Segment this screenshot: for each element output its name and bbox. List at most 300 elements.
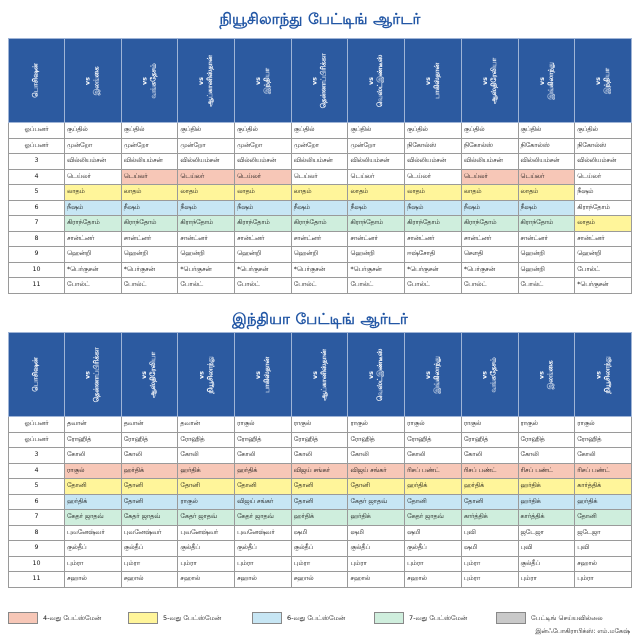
batsman-cell: ஜடேஜா [518, 525, 575, 541]
batsman-cell: சான்ட்னர் [348, 231, 405, 247]
batting-position-cell: 7 [9, 510, 65, 526]
legend-swatch [496, 612, 526, 624]
batsman-cell: சான்ட்னர் [121, 231, 178, 247]
batsman-cell: சான்ட்னர் [235, 231, 292, 247]
batsman-cell: விஜய் சங்கர் [235, 494, 292, 510]
match-column-header: vs ஆப்கானிஸ்தான் [291, 333, 348, 417]
batsman-cell: லாதம் [121, 185, 178, 201]
batsman-cell: லாதம் [518, 185, 575, 201]
legend-label: 5-வது பேட்ஸ்மேன் [163, 613, 222, 622]
batsman-cell: நிகோல்ஸ் [518, 138, 575, 154]
batsman-cell: *பெர்குசன் [405, 262, 462, 278]
batsman-cell: வில்லியம்சன் [405, 154, 462, 170]
batting-position-row [9, 417, 632, 433]
position-column-header: பொசிஷன் [9, 333, 65, 417]
batsman-cell: ஹர்திக் [291, 510, 348, 526]
india-batting-order-table [8, 332, 632, 588]
batsman-cell: பும்ரா [518, 572, 575, 588]
batsman-cell: ஹென்றி [65, 247, 122, 263]
legend-item [496, 611, 603, 625]
batting-position-row [9, 138, 632, 154]
batsman-cell: *பெர்குசன் [121, 262, 178, 278]
match-column-header: vs ஆஸ்திரேலியா [461, 39, 518, 123]
batsman-cell: ரோஹித் [291, 432, 348, 448]
batsman-cell: குப்தில் [405, 123, 462, 139]
legend-label: 6-வது பேட்ஸ்மேன் [287, 613, 346, 622]
match-column-header: vs இந்தியா [235, 39, 292, 123]
batsman-cell: கிராந்தோம் [575, 200, 632, 216]
batsman-cell: ஹர்திக் [178, 463, 235, 479]
batting-position-cell: ஓப்பனர் [9, 432, 65, 448]
batting-position-row [9, 216, 632, 232]
batting-position-row [9, 556, 632, 572]
batsman-cell: லாதம் [575, 216, 632, 232]
batsman-cell: புவி [518, 541, 575, 557]
batsman-cell: வில்லியம்சன் [178, 154, 235, 170]
batsman-cell: தவான் [121, 417, 178, 433]
batsman-cell: கோலி [235, 448, 292, 464]
batsman-cell: கோலி [178, 448, 235, 464]
batsman-cell: டெய்லர் [121, 169, 178, 185]
batsman-cell: கார்த்திக் [518, 510, 575, 526]
batsman-cell: வில்லியம்சன் [235, 154, 292, 170]
batsman-cell: ரோஹித் [575, 432, 632, 448]
batting-position-cell: 9 [9, 541, 65, 557]
batsman-cell: டெய்லர் [348, 169, 405, 185]
batting-position-row [9, 278, 632, 294]
batting-position-row [9, 231, 632, 247]
batsman-cell: வில்லியம்சன் [65, 154, 122, 170]
batsman-cell: முன்றோ [235, 138, 292, 154]
batsman-cell: குல்தீப் [121, 541, 178, 557]
batsman-cell: நிகோல்ஸ் [405, 138, 462, 154]
match-column-header: vs ஆப்கானிஸ்தான் [178, 39, 235, 123]
batsman-cell: ராகுல் [405, 417, 462, 433]
batting-position-cell: ஓப்பனர் [9, 417, 65, 433]
batsman-cell: ஹென்றி [178, 247, 235, 263]
batsman-cell: சான்ட்னர் [518, 231, 575, 247]
batting-position-cell: 11 [9, 278, 65, 294]
batsman-cell: நீஷம் [235, 200, 292, 216]
batsman-cell: வில்லியம்சன் [291, 154, 348, 170]
batsman-cell: ஹர்திக் [461, 479, 518, 495]
batsman-cell: போல்ட் [405, 278, 462, 294]
batsman-cell: குப்தில் [461, 123, 518, 139]
batsman-cell: கார்த்திக் [575, 479, 632, 495]
batsman-cell: கோலி [65, 448, 122, 464]
batsman-cell: ராகுல் [518, 417, 575, 433]
batsman-cell: சஹால் [65, 572, 122, 588]
match-column-header: vs இங்கிலாந்து [518, 39, 575, 123]
batsman-cell: ஹென்றி [235, 247, 292, 263]
match-column-header: vs வங்கதேசம் [461, 333, 518, 417]
batsman-cell: சௌதி [461, 247, 518, 263]
batsman-cell: கிராந்தோம் [235, 216, 292, 232]
batting-position-cell: 11 [9, 572, 65, 588]
batsman-cell: ரிசப் பண்ட் [575, 463, 632, 479]
batsman-cell: நீஷம் [405, 200, 462, 216]
batsman-cell: *பெர்குசன் [291, 262, 348, 278]
batsman-cell: ராகுல் [178, 494, 235, 510]
batsman-cell: கிராந்தோம் [461, 216, 518, 232]
legend-swatch [8, 612, 38, 624]
batting-position-cell: ஓப்பனர் [9, 138, 65, 154]
batsman-cell: நீஷம் [178, 200, 235, 216]
batsman-cell: பும்ரா [178, 556, 235, 572]
batsman-cell: குல்தீப் [518, 556, 575, 572]
batsman-cell: வில்லியம்சன் [575, 154, 632, 170]
batsman-cell: ராகுல் [65, 463, 122, 479]
batsman-cell: சான்ட்னர் [65, 231, 122, 247]
legend-item [374, 611, 467, 625]
batsman-cell: கிராந்தோம் [65, 216, 122, 232]
batsman-cell: *பெர்குசன் [235, 262, 292, 278]
batsman-cell: போல்ட் [461, 278, 518, 294]
batsman-cell: கிராந்தோம் [518, 216, 575, 232]
batting-position-row [9, 432, 632, 448]
batsman-cell: சஹால் [235, 572, 292, 588]
batsman-cell: ரோஹித் [461, 432, 518, 448]
batsman-cell: கிராந்தோம் [405, 216, 462, 232]
batsman-cell: தோனி [291, 494, 348, 510]
batsman-cell: ரோஹித் [518, 432, 575, 448]
batsman-cell: *பெர்குசன் [575, 278, 632, 294]
batsman-cell: முன்றோ [121, 138, 178, 154]
batsman-cell: லாதம் [178, 185, 235, 201]
batsman-cell: குல்தீப் [291, 541, 348, 557]
match-column-header: vs இந்தியா [575, 39, 632, 123]
batsman-cell: பும்ரா [575, 572, 632, 588]
batsman-cell: பும்ரா [348, 556, 405, 572]
batsman-cell: குப்தில் [291, 123, 348, 139]
batsman-cell: ரிசப் பண்ட் [461, 463, 518, 479]
batting-position-row [9, 200, 632, 216]
match-column-header: vs பாகிஸ்தான் [405, 39, 462, 123]
batsman-cell: *பெர்குசன் [65, 262, 122, 278]
batsman-cell: ஷமி [291, 525, 348, 541]
batsman-cell: ஹர்திக் [518, 494, 575, 510]
batsman-cell: கேதர் ஜாதவ் [178, 510, 235, 526]
batsman-cell: போல்ட் [518, 278, 575, 294]
batsman-cell: தோனி [575, 510, 632, 526]
batting-position-row [9, 247, 632, 263]
batsman-cell: சஹால் [121, 572, 178, 588]
batsman-cell: லாதம் [405, 185, 462, 201]
batsman-cell: நீஷம் [575, 185, 632, 201]
legend-swatch [252, 612, 282, 624]
batsman-cell: கேதர் ஜாதவ் [65, 510, 122, 526]
batsman-cell: முன்றோ [348, 138, 405, 154]
batsman-cell: சஹால் [178, 572, 235, 588]
batsman-cell: போல்ட் [65, 278, 122, 294]
batsman-cell: புவி [461, 525, 518, 541]
batsman-cell: ரோஹித் [348, 432, 405, 448]
batsman-cell: ராகுல் [235, 417, 292, 433]
batsman-cell: தோனி [121, 494, 178, 510]
batsman-cell: ஹர்திக் [65, 494, 122, 510]
batsman-cell: புவனேஷ்வர் [235, 525, 292, 541]
batting-position-row [9, 572, 632, 588]
batsman-cell: ஹர்திக் [405, 479, 462, 495]
match-column-header: vs தென்னாப்பிரிக்கா [65, 333, 122, 417]
batting-position-cell: 6 [9, 200, 65, 216]
infographics-credit: இன்ஃபோகிராபிக்ஸ்: எம்.மகேஷ் [535, 628, 630, 635]
color-legend [8, 611, 632, 625]
batting-position-row [9, 169, 632, 185]
batsman-cell: போல்ட் [121, 278, 178, 294]
batsman-cell: ரிசப் பண்ட் [405, 463, 462, 479]
match-column-header: vs தென்னாப்பிரிக்கா [291, 39, 348, 123]
batsman-cell: குப்தில் [178, 123, 235, 139]
batsman-cell: ரிசப் பண்ட் [518, 463, 575, 479]
batsman-cell: குப்தில் [121, 123, 178, 139]
batsman-cell: கோலி [121, 448, 178, 464]
batsman-cell: நிகோல்ஸ் [575, 138, 632, 154]
batsman-cell: புவனேஷ்வர் [121, 525, 178, 541]
batsman-cell: ஜடேஜா [575, 525, 632, 541]
batsman-cell: *பெர்குசன் [178, 262, 235, 278]
batting-position-cell: 4 [9, 169, 65, 185]
batsman-cell: கேதர் ஜாதவ் [235, 510, 292, 526]
batsman-cell: போல்ட் [178, 278, 235, 294]
batsman-cell: லாதம் [291, 185, 348, 201]
batsman-cell: கோலி [405, 448, 462, 464]
batsman-cell: குப்தில் [235, 123, 292, 139]
batsman-cell: போல்ட் [575, 262, 632, 278]
batsman-cell: ரோஹித் [178, 432, 235, 448]
batsman-cell: ஹென்றி [518, 262, 575, 278]
match-column-header: vs வெஸ்ட்இண்டீஸ் [348, 333, 405, 417]
batsman-cell: கோலி [518, 448, 575, 464]
batsman-cell: தவான் [178, 417, 235, 433]
batsman-cell: தோனி [178, 479, 235, 495]
batsman-cell: தோனி [235, 479, 292, 495]
batsman-cell: டெய்லர் [291, 169, 348, 185]
legend-item [252, 611, 345, 625]
batsman-cell: சான்ட்னர் [575, 231, 632, 247]
batting-position-cell: 5 [9, 185, 65, 201]
batsman-cell: குல்தீப் [178, 541, 235, 557]
batsman-cell: குல்தீப் [235, 541, 292, 557]
batsman-cell: கிராந்தோம் [178, 216, 235, 232]
match-column-header: vs இங்கிலாந்து [405, 333, 462, 417]
batsman-cell: முன்றோ [178, 138, 235, 154]
batsman-cell: குல்தீப் [65, 541, 122, 557]
batsman-cell: தோனி [405, 494, 462, 510]
batsman-cell: சான்ட்னர் [405, 231, 462, 247]
batting-position-row [9, 525, 632, 541]
batsman-cell: சஹால் [348, 572, 405, 588]
batsman-cell: முன்றோ [291, 138, 348, 154]
batsman-cell: ஹென்றி [348, 247, 405, 263]
batsman-cell: டெய்லர் [178, 169, 235, 185]
batsman-cell: சஹால் [405, 572, 462, 588]
batsman-cell: *பெர்குசன் [348, 262, 405, 278]
batsman-cell: குல்தீப் [405, 541, 462, 557]
batsman-cell: தோனி [121, 479, 178, 495]
batsman-cell: ஹென்றி [518, 247, 575, 263]
batsman-cell: புவனேஷ்வர் [178, 525, 235, 541]
batsman-cell: லாதம் [348, 185, 405, 201]
batting-position-cell: 8 [9, 525, 65, 541]
batsman-cell: லாதம் [235, 185, 292, 201]
batsman-cell: கிராந்தோம் [291, 216, 348, 232]
batsman-cell: ரோஹித் [235, 432, 292, 448]
batting-position-cell: 10 [9, 556, 65, 572]
batting-position-cell: 8 [9, 231, 65, 247]
batsman-cell: ஹர்திக் [575, 494, 632, 510]
match-column-header: vs வங்கதேசம் [121, 39, 178, 123]
batting-position-cell: ஓப்பனர் [9, 123, 65, 139]
batsman-cell: ஹர்திக் [348, 510, 405, 526]
batsman-cell: ஹர்திக் [518, 479, 575, 495]
batsman-cell: ஹென்றி [575, 247, 632, 263]
batsman-cell: நீஷம் [121, 200, 178, 216]
batsman-cell: ஷமி [405, 525, 462, 541]
batting-position-row [9, 494, 632, 510]
batsman-cell: டெய்லர் [518, 169, 575, 185]
batting-position-cell: 3 [9, 154, 65, 170]
batsman-cell: வில்லியம்சன் [518, 154, 575, 170]
position-column-header: பொசிஷன் [9, 39, 65, 123]
batsman-cell: குப்தில் [348, 123, 405, 139]
batsman-cell: நீஷம் [518, 200, 575, 216]
batsman-cell: புவி [575, 541, 632, 557]
batsman-cell: லாதம் [65, 185, 122, 201]
batsman-cell: ராகுல் [291, 417, 348, 433]
batsman-cell: ஈஷ்சோதி [405, 247, 462, 263]
batsman-cell: போல்ட் [235, 278, 292, 294]
match-column-header: vs பாகிஸ்தான் [235, 333, 292, 417]
batsman-cell: சஹால் [575, 556, 632, 572]
batsman-cell: கோலி [461, 448, 518, 464]
match-column-header: vs நியூசிலாந்து [575, 333, 632, 417]
batting-position-cell: 9 [9, 247, 65, 263]
batting-position-row [9, 510, 632, 526]
batsman-cell: கிராந்தோம் [348, 216, 405, 232]
batsman-cell: கார்த்திக் [461, 510, 518, 526]
batting-position-row [9, 262, 632, 278]
batsman-cell: குப்தில் [575, 123, 632, 139]
batsman-cell: போல்ட் [348, 278, 405, 294]
batsman-cell: வில்லியம்சன் [461, 154, 518, 170]
batsman-cell: ஹர்திக் [235, 463, 292, 479]
nz-batting-order-title: நியூசிலாந்து பேட்டிங் ஆர்டர் [219, 10, 421, 28]
batsman-cell: கேதர் ஜாதவ் [348, 494, 405, 510]
batting-position-row [9, 123, 632, 139]
batsman-cell: நீஷம் [461, 200, 518, 216]
batsman-cell: பும்ரா [461, 556, 518, 572]
batting-position-row [9, 154, 632, 170]
batsman-cell: ரோஹித் [65, 432, 122, 448]
match-column-header: vs இலங்கை [518, 333, 575, 417]
batsman-cell: வில்லியம்சன் [348, 154, 405, 170]
batsman-cell: *பெர்குசன் [461, 262, 518, 278]
legend-item [128, 611, 221, 625]
batsman-cell: நிகோல்ஸ் [461, 138, 518, 154]
batting-position-cell: 7 [9, 216, 65, 232]
nz-batting-order-table [8, 38, 632, 294]
legend-label: 4-வது பேட்ஸ்மேன் [43, 613, 102, 622]
batsman-cell: ஹென்றி [121, 247, 178, 263]
batsman-cell: தோனி [461, 494, 518, 510]
batsman-cell: தோனி [348, 479, 405, 495]
batsman-cell: குப்தில் [518, 123, 575, 139]
batsman-cell: நீஷம் [65, 200, 122, 216]
batsman-cell: குப்தில் [65, 123, 122, 139]
batsman-cell: தோனி [291, 479, 348, 495]
batsman-cell: கேதர் ஜாதவ் [121, 510, 178, 526]
batting-position-row [9, 463, 632, 479]
batsman-cell: முன்றோ [65, 138, 122, 154]
match-column-header: vs வெஸ்ட்இண்டீஸ் [348, 39, 405, 123]
batsman-cell: சான்ட்னர் [291, 231, 348, 247]
batsman-cell: சான்ட்னர் [178, 231, 235, 247]
legend-swatch [374, 612, 404, 624]
batsman-cell: வில்லியம்சன் [121, 154, 178, 170]
batsman-cell: குல்தீப் [348, 541, 405, 557]
batsman-cell: லாதம் [461, 185, 518, 201]
batsman-cell: சஹால் [291, 572, 348, 588]
batsman-cell: ஷமி [348, 525, 405, 541]
batsman-cell: ஷமி [461, 541, 518, 557]
batsman-cell: விஜய் சங்கர் [291, 463, 348, 479]
batsman-cell: பும்ரா [461, 572, 518, 588]
india-batting-order-title: இந்தியா பேட்டிங் ஆர்டர் [232, 310, 408, 328]
batsman-cell: தோனி [65, 479, 122, 495]
batsman-cell: போல்ட் [291, 278, 348, 294]
batsman-cell: டெய்லர் [575, 169, 632, 185]
batsman-cell: கோலி [291, 448, 348, 464]
batting-position-row [9, 479, 632, 495]
batsman-cell: டெய்லர் [461, 169, 518, 185]
batting-position-row [9, 448, 632, 464]
batting-position-row [9, 185, 632, 201]
batsman-cell: தவான் [65, 417, 122, 433]
legend-item [8, 611, 101, 625]
batting-position-cell: 5 [9, 479, 65, 495]
batsman-cell: பும்ரா [65, 556, 122, 572]
batsman-cell: ரோஹித் [121, 432, 178, 448]
batsman-cell: புவனேஷ்வர் [65, 525, 122, 541]
batsman-cell: கோலி [348, 448, 405, 464]
batsman-cell: டெய்லர் [235, 169, 292, 185]
batsman-cell: ஹென்றி [291, 247, 348, 263]
batting-position-row [9, 541, 632, 557]
batsman-cell: கோலி [575, 448, 632, 464]
match-column-header: vs ஆஸ்திரேலியா [121, 333, 178, 417]
batsman-cell: பும்ரா [405, 556, 462, 572]
batsman-cell: டெய்லர் [65, 169, 122, 185]
batting-position-cell: 10 [9, 262, 65, 278]
match-column-header: vs நியூசிலாந்து [178, 333, 235, 417]
batsman-cell: ராகுல் [461, 417, 518, 433]
batsman-cell: கேதர் ஜாதவ் [405, 510, 462, 526]
batsman-cell: பும்ரா [121, 556, 178, 572]
batsman-cell: ஹர்திக் [121, 463, 178, 479]
batsman-cell: ராகுல் [575, 417, 632, 433]
match-column-header: vs இலங்கை [65, 39, 122, 123]
batsman-cell: கிராந்தோம் [121, 216, 178, 232]
batsman-cell: நீஷம் [348, 200, 405, 216]
legend-swatch [128, 612, 158, 624]
batsman-cell: பும்ரா [291, 556, 348, 572]
batting-position-cell: 4 [9, 463, 65, 479]
batting-position-cell: 6 [9, 494, 65, 510]
batsman-cell: டெய்லர் [405, 169, 462, 185]
batsman-cell: ரோஹித் [405, 432, 462, 448]
legend-label: 7-வது பேட்ஸ்மேன் [409, 613, 468, 622]
